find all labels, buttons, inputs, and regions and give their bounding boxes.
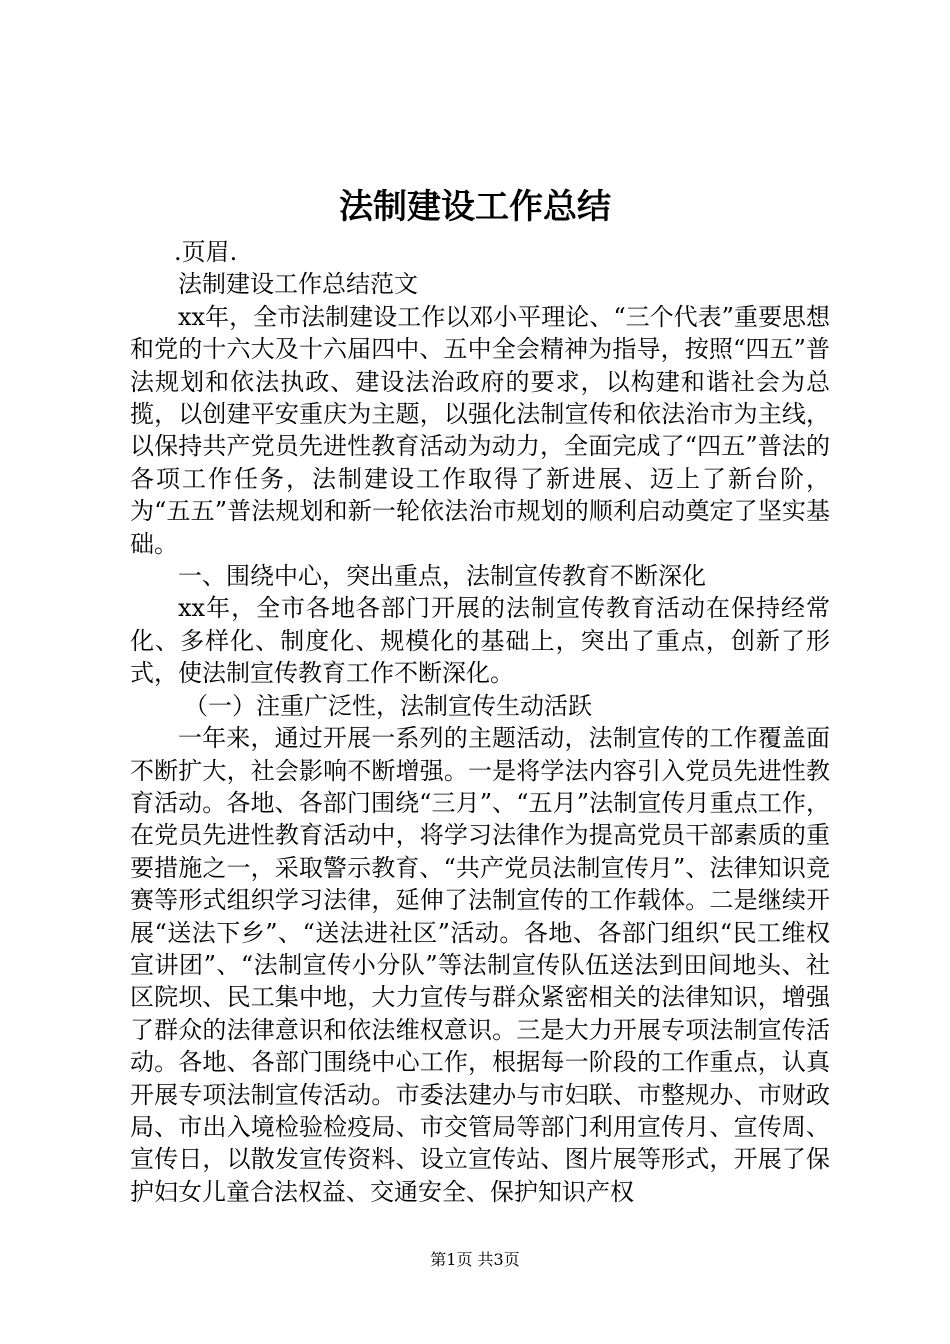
body-paragraph: 一年来，通过开展一系列的主题活动，法制宣传的工作覆盖面不断扩大，社会影响不断增强。一是将学法内容引入党员先进性教育活动。各地、各部门围绕“三月”、“五月”法制宣传月重点工作，在党员先进性教育活动中，将学习法律作为提高党员干部素质的重要措施之一，采取警示教育、“共产党员法制宣传月”、法律知识竞赛等形式组织学习法律，延伸了法制宣传的工作载体。二是继续开展“送法下乡”、“送法进社区”活动。各地、各部门组织“民工维权宣讲团”、“法制宣传小分队”等法制宣传队伍送法到田间地头、社区院坝、民工集中地，大力宣传与群众紧密相关的法律知识，增强了群众的法律意识和依法维权意识。三是大力开展专项法制宣传活动。各地、各部门围绕中心工作，根据每一阶段的工作重点，认真开展专项法制宣传活动。市委法建办与市妇联、市整规办、市财政局、市出入境检验检疫局、市交管局等部门利用宣传月、宣传周、宣传日，以散发宣传资料、设立宣传站、图片展等形式，开展了保护妇女儿童合法权益、交通安全、保护知识产权 [130,724,830,1206]
subsection-heading: （一）注重广泛性，法制宣传生动活跃 [184,691,592,720]
subtitle-paragraph: 法制建设工作总结范文 [178,270,418,299]
document-title: 法制建设工作总结 [339,187,611,227]
section-intro-paragraph: xx年，全市各地各部门开展的法制宣传教育活动在保持经常化、多样化、制度化、规模化的基础上，突出了重点，创新了形式，使法制宣传教育工作不断深化。 [130,594,830,688]
header-mark: .页眉. [174,238,238,266]
document-body [130,236,830,1208]
intro-paragraph: xx年，全市法制建设工作以邓小平理论、“三个代表”重要思想和党的十六大及十六届四中、五中全会精神为指导，按照“四五”普法规划和依法执政、建设法治政府的要求，以构建和谐社会为总揽，以创建平安重庆为主题，以强化法制宣传和依法治市为主线，以保持共产党员先进性教育活动为动力，全面完成了“四五”普法的各项工作任务，法制建设工作取得了新进展、迈上了新台阶，为“五五”普法规划和新一轮依法治市规划的顺利启动奠定了坚实基础。 [130,302,830,558]
page-footer: 第1页 共3页 [430,1250,520,1269]
section-heading: 一、围绕中心，突出重点，法制宣传教育不断深化 [178,562,706,591]
